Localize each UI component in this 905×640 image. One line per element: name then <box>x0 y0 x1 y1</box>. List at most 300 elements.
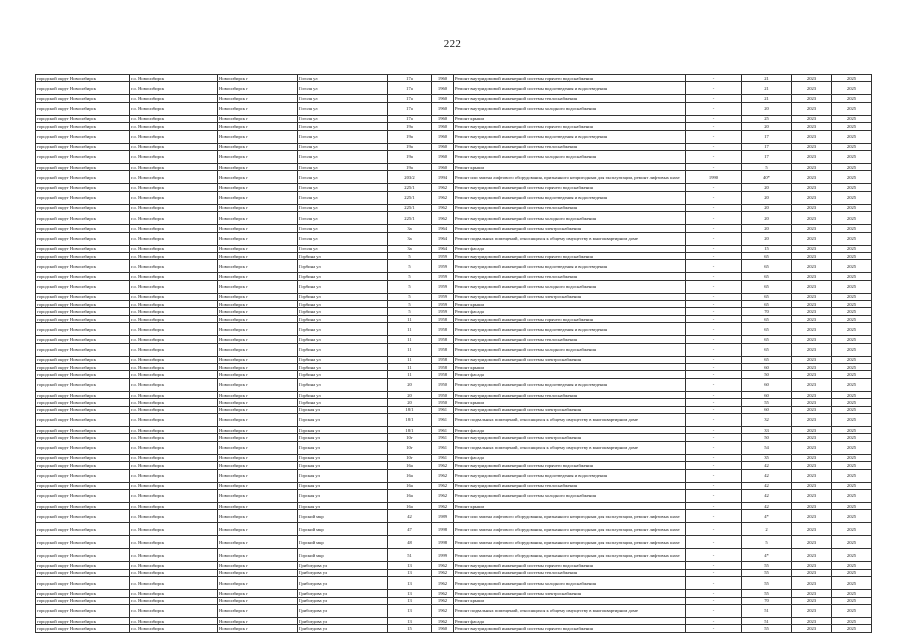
term-cell: 50 <box>742 371 792 378</box>
table-row <box>36 225 872 232</box>
municipality-cell: городской округ Новосибирск <box>36 308 130 315</box>
city-cell: Новосибирск г <box>218 115 298 122</box>
house-number-cell: 11 <box>388 323 432 336</box>
end-year-cell: 2025 <box>832 280 872 293</box>
work-type-cell: Ремонт внутридомовой инженерной системы горячего водоснабжения <box>454 123 686 130</box>
table-row <box>36 323 872 336</box>
elevator-year-cell: - <box>686 604 742 617</box>
district-cell: г.о. Новосибирск <box>130 569 218 576</box>
street-cell: Горбина ул <box>298 252 388 259</box>
elevator-year-cell: - <box>686 301 742 308</box>
year-built-cell: 1958 <box>432 371 454 378</box>
repair-schedule-table <box>35 74 872 633</box>
year-built-cell: 1958 <box>432 315 454 322</box>
term-cell: 5 <box>742 536 792 549</box>
start-year-cell: 2023 <box>792 426 832 433</box>
start-year-cell: 2023 <box>792 204 832 211</box>
table-row <box>36 163 872 170</box>
term-cell: 42 <box>742 469 792 482</box>
elevator-year-cell: - <box>686 577 742 590</box>
elevator-year-cell: - <box>686 315 742 322</box>
year-built-cell: 1962 <box>432 489 454 502</box>
end-year-cell: 2025 <box>832 536 872 549</box>
street-cell: Горская ул <box>298 482 388 489</box>
work-type-cell: Ремонт внутридомовой инженерной системы водоотведения и водоотведения <box>454 191 686 204</box>
elevator-year-cell: - <box>686 413 742 426</box>
district-cell: г.о. Новосибирск <box>130 364 218 371</box>
municipality-cell: городской округ Новосибирск <box>36 293 130 300</box>
term-cell: 55 <box>742 590 792 597</box>
term-cell: 2 <box>742 523 792 536</box>
start-year-cell: 2023 <box>792 191 832 204</box>
end-year-cell: 2025 <box>832 549 872 562</box>
table-row <box>36 590 872 597</box>
elevator-year-cell: - <box>686 597 742 604</box>
municipality-cell: городской округ Новосибирск <box>36 399 130 406</box>
work-type-cell: Ремонт внутридомовой инженерной системы теплоснабжения <box>454 391 686 398</box>
house-number-cell: 11 <box>388 364 432 371</box>
term-cell: 70 <box>742 308 792 315</box>
district-cell: г.о. Новосибирск <box>130 604 218 617</box>
end-year-cell: 2025 <box>832 225 872 232</box>
end-year-cell: 2025 <box>832 391 872 398</box>
elevator-year-cell: - <box>686 75 742 82</box>
district-cell: г.о. Новосибирск <box>130 413 218 426</box>
house-number-cell: 20 <box>388 391 432 398</box>
street-cell: Горбина ул <box>298 371 388 378</box>
city-cell: Новосибирск г <box>218 536 298 549</box>
end-year-cell: 2025 <box>832 562 872 569</box>
year-built-cell: 1962 <box>432 184 454 191</box>
house-number-cell: 3а <box>388 232 432 245</box>
house-number-cell: 16а <box>388 462 432 469</box>
term-cell: 20 <box>742 184 792 191</box>
start-year-cell: 2023 <box>792 232 832 245</box>
district-cell: г.о. Новосибирск <box>130 301 218 308</box>
street-cell: Гоголя ул <box>298 245 388 252</box>
house-number-cell: 11 <box>388 356 432 363</box>
year-built-cell: 1959 <box>432 280 454 293</box>
table-row <box>36 625 872 632</box>
year-built-cell: 1958 <box>432 343 454 356</box>
work-type-cell: Ремонт или замена лифтового оборудования, признанного непригодным для эксплуатации, ремонт лифтовых шахт <box>454 510 686 523</box>
end-year-cell: 2025 <box>832 378 872 391</box>
municipality-cell: городской округ Новосибирск <box>36 225 130 232</box>
start-year-cell: 2023 <box>792 102 832 115</box>
table-row <box>36 115 872 122</box>
work-type-cell: Ремонт внутридомовой инженерной системы теплоснабжения <box>454 204 686 211</box>
table-row <box>36 184 872 191</box>
house-number-cell: 13 <box>388 617 432 624</box>
work-type-cell: Ремонт внутридомовой инженерной системы теплоснабжения <box>454 336 686 343</box>
table-row <box>36 391 872 398</box>
elevator-year-cell: - <box>686 406 742 413</box>
start-year-cell: 2023 <box>792 273 832 280</box>
city-cell: Новосибирск г <box>218 378 298 391</box>
house-number-cell: 3а <box>388 225 432 232</box>
end-year-cell: 2025 <box>832 569 872 576</box>
city-cell: Новосибирск г <box>218 75 298 82</box>
house-number-cell: 11 <box>388 315 432 322</box>
elevator-year-cell: - <box>686 82 742 95</box>
term-cell: 4* <box>742 549 792 562</box>
municipality-cell: городской округ Новосибирск <box>36 232 130 245</box>
start-year-cell: 2023 <box>792 343 832 356</box>
table-row <box>36 434 872 441</box>
district-cell: г.о. Новосибирск <box>130 454 218 461</box>
table-row <box>36 102 872 115</box>
start-year-cell: 2023 <box>792 323 832 336</box>
street-cell: Горская ул <box>298 434 388 441</box>
municipality-cell: городской округ Новосибирск <box>36 510 130 523</box>
work-type-cell: Ремонт подвальных помещений, относящихся к общему имуществу в многоквартирном доме <box>454 441 686 454</box>
start-year-cell: 2023 <box>792 569 832 576</box>
street-cell: Горбина ул <box>298 323 388 336</box>
house-number-cell: 5 <box>388 293 432 300</box>
street-cell: Горская ул <box>298 454 388 461</box>
end-year-cell: 2025 <box>832 301 872 308</box>
table-row <box>36 143 872 150</box>
city-cell: Новосибирск г <box>218 150 298 163</box>
street-cell: Грибоедова ул <box>298 590 388 597</box>
term-cell: 55 <box>742 562 792 569</box>
term-cell: 55 <box>742 399 792 406</box>
end-year-cell: 2025 <box>832 204 872 211</box>
elevator-year-cell: - <box>686 123 742 130</box>
work-type-cell: Ремонт или замена лифтового оборудования, признанного непригодным для эксплуатации, ремонт лифтовых шахт <box>454 549 686 562</box>
table-row <box>36 260 872 273</box>
street-cell: Горская ул <box>298 406 388 413</box>
table-row <box>36 378 872 391</box>
work-type-cell: Ремонт фасада <box>454 617 686 624</box>
year-built-cell: 1962 <box>432 482 454 489</box>
city-cell: Новосибирск г <box>218 293 298 300</box>
term-cell: 21 <box>742 82 792 95</box>
start-year-cell: 2023 <box>792 364 832 371</box>
start-year-cell: 2023 <box>792 523 832 536</box>
term-cell: 20 <box>742 204 792 211</box>
end-year-cell: 2025 <box>832 617 872 624</box>
year-built-cell: 1960 <box>432 115 454 122</box>
term-cell: 35 <box>742 454 792 461</box>
work-type-cell: Ремонт фасада <box>454 308 686 315</box>
end-year-cell: 2025 <box>832 462 872 469</box>
year-built-cell: 1960 <box>432 625 454 632</box>
start-year-cell: 2023 <box>792 301 832 308</box>
city-cell: Новосибирск г <box>218 343 298 356</box>
table-row <box>36 130 872 143</box>
end-year-cell: 2025 <box>832 371 872 378</box>
house-number-cell: 11 <box>388 336 432 343</box>
house-number-cell: 10г <box>388 454 432 461</box>
start-year-cell: 2023 <box>792 482 832 489</box>
work-type-cell: Ремонт внутридомовой инженерной системы теплоснабжения <box>454 569 686 576</box>
elevator-year-cell: - <box>686 143 742 150</box>
table-row <box>36 204 872 211</box>
house-number-cell: 15 <box>388 625 432 632</box>
house-number-cell: 47 <box>388 523 432 536</box>
district-cell: г.о. Новосибирск <box>130 523 218 536</box>
municipality-cell: городской округ Новосибирск <box>36 406 130 413</box>
district-cell: г.о. Новосибирск <box>130 549 218 562</box>
term-cell: 15 <box>742 245 792 252</box>
year-built-cell: 1999 <box>432 549 454 562</box>
table-row <box>36 462 872 469</box>
municipality-cell: городской округ Новосибирск <box>36 604 130 617</box>
city-cell: Новосибирск г <box>218 163 298 170</box>
year-built-cell: 1998 <box>432 523 454 536</box>
street-cell: Горский мкр <box>298 523 388 536</box>
year-built-cell: 1958 <box>432 364 454 371</box>
work-type-cell: Ремонт внутридомовой инженерной системы электроснабжения <box>454 293 686 300</box>
city-cell: Новосибирск г <box>218 225 298 232</box>
district-cell: г.о. Новосибирск <box>130 280 218 293</box>
start-year-cell: 2023 <box>792 115 832 122</box>
table-row <box>36 212 872 225</box>
elevator-year-cell: - <box>686 184 742 191</box>
street-cell: Горская ул <box>298 462 388 469</box>
municipality-cell: городской округ Новосибирск <box>36 184 130 191</box>
year-built-cell: 1962 <box>432 617 454 624</box>
street-cell: Гоголя ул <box>298 191 388 204</box>
work-type-cell: Ремонт внутридомовой инженерной системы электроснабжения <box>454 225 686 232</box>
district-cell: г.о. Новосибирск <box>130 406 218 413</box>
term-cell: 65 <box>742 293 792 300</box>
district-cell: г.о. Новосибирск <box>130 143 218 150</box>
term-cell: 54 <box>742 441 792 454</box>
municipality-cell: городской округ Новосибирск <box>36 562 130 569</box>
end-year-cell: 2025 <box>832 184 872 191</box>
municipality-cell: городской округ Новосибирск <box>36 323 130 336</box>
district-cell: г.о. Новосибирск <box>130 489 218 502</box>
house-number-cell: 17а <box>388 75 432 82</box>
end-year-cell: 2025 <box>832 102 872 115</box>
year-built-cell: 1998 <box>432 536 454 549</box>
district-cell: г.о. Новосибирск <box>130 225 218 232</box>
term-cell: 25 <box>742 115 792 122</box>
work-type-cell: Ремонт внутридомовой инженерной системы теплоснабжения <box>454 143 686 150</box>
term-cell: 42 <box>742 502 792 509</box>
start-year-cell: 2023 <box>792 489 832 502</box>
district-cell: г.о. Новосибирск <box>130 371 218 378</box>
city-cell: Новосибирск г <box>218 617 298 624</box>
end-year-cell: 2025 <box>832 82 872 95</box>
district-cell: г.о. Новосибирск <box>130 184 218 191</box>
district-cell: г.о. Новосибирск <box>130 308 218 315</box>
district-cell: г.о. Новосибирск <box>130 252 218 259</box>
end-year-cell: 2025 <box>832 212 872 225</box>
end-year-cell: 2025 <box>832 356 872 363</box>
municipality-cell: городской округ Новосибирск <box>36 280 130 293</box>
street-cell: Гоголя ул <box>298 102 388 115</box>
table-row <box>36 510 872 523</box>
city-cell: Новосибирск г <box>218 323 298 336</box>
elevator-year-cell: - <box>686 336 742 343</box>
municipality-cell: городской округ Новосибирск <box>36 163 130 170</box>
district-cell: г.о. Новосибирск <box>130 130 218 143</box>
house-number-cell: 13 <box>388 562 432 569</box>
city-cell: Новосибирск г <box>218 569 298 576</box>
table-row <box>36 343 872 356</box>
street-cell: Гоголя ул <box>298 123 388 130</box>
house-number-cell: 16а <box>388 502 432 509</box>
street-cell: Горбина ул <box>298 315 388 322</box>
start-year-cell: 2023 <box>792 502 832 509</box>
year-built-cell: 1962 <box>432 212 454 225</box>
end-year-cell: 2025 <box>832 489 872 502</box>
work-type-cell: Ремонт крыши <box>454 364 686 371</box>
street-cell: Грибоедова ул <box>298 577 388 590</box>
district-cell: г.о. Новосибирск <box>130 82 218 95</box>
start-year-cell: 2023 <box>792 604 832 617</box>
city-cell: Новосибирск г <box>218 549 298 562</box>
municipality-cell: городской округ Новосибирск <box>36 590 130 597</box>
year-built-cell: 1962 <box>432 191 454 204</box>
year-built-cell: 1961 <box>432 406 454 413</box>
municipality-cell: городской округ Новосибирск <box>36 364 130 371</box>
elevator-year-cell: - <box>686 232 742 245</box>
municipality-cell: городской округ Новосибирск <box>36 301 130 308</box>
end-year-cell: 2025 <box>832 625 872 632</box>
city-cell: Новосибирск г <box>218 171 298 184</box>
table-row <box>36 150 872 163</box>
term-cell: 65 <box>742 336 792 343</box>
end-year-cell: 2025 <box>832 232 872 245</box>
street-cell: Горбина ул <box>298 336 388 343</box>
term-cell: 42 <box>742 462 792 469</box>
elevator-year-cell: - <box>686 212 742 225</box>
table-row <box>36 489 872 502</box>
city-cell: Новосибирск г <box>218 102 298 115</box>
municipality-cell: городской округ Новосибирск <box>36 454 130 461</box>
city-cell: Новосибирск г <box>218 252 298 259</box>
street-cell: Горбина ул <box>298 280 388 293</box>
district-cell: г.о. Новосибирск <box>130 123 218 130</box>
street-cell: Грибоедова ул <box>298 617 388 624</box>
term-cell: 42 <box>742 489 792 502</box>
end-year-cell: 2025 <box>832 191 872 204</box>
end-year-cell: 2025 <box>832 426 872 433</box>
house-number-cell: 51 <box>388 549 432 562</box>
work-type-cell: Ремонт или замена лифтового оборудования, признанного непригодным для эксплуатации, ремонт лифтовых шахт <box>454 523 686 536</box>
start-year-cell: 2023 <box>792 625 832 632</box>
city-cell: Новосибирск г <box>218 273 298 280</box>
end-year-cell: 2025 <box>832 454 872 461</box>
elevator-year-cell: - <box>686 399 742 406</box>
work-type-cell: Ремонт или замена лифтового оборудования, признанного непригодным для эксплуатации, ремонт лифтовых шахт <box>454 536 686 549</box>
house-number-cell: 48 <box>388 536 432 549</box>
elevator-year-cell: - <box>686 569 742 576</box>
elevator-year-cell: - <box>686 102 742 115</box>
year-built-cell: 1961 <box>432 434 454 441</box>
end-year-cell: 2025 <box>832 115 872 122</box>
year-built-cell: 1958 <box>432 336 454 343</box>
house-number-cell: 18/1 <box>388 426 432 433</box>
municipality-cell: городской округ Новосибирск <box>36 130 130 143</box>
table-row <box>36 604 872 617</box>
table-row <box>36 469 872 482</box>
city-cell: Новосибирск г <box>218 406 298 413</box>
start-year-cell: 2023 <box>792 315 832 322</box>
house-number-cell: 225/1 <box>388 204 432 211</box>
start-year-cell: 2023 <box>792 260 832 273</box>
street-cell: Горбина ул <box>298 343 388 356</box>
start-year-cell: 2023 <box>792 293 832 300</box>
municipality-cell: городской округ Новосибирск <box>36 502 130 509</box>
district-cell: г.о. Новосибирск <box>130 343 218 356</box>
work-type-cell: Ремонт подвальных помещений, относящихся к общему имуществу в многоквартирном доме <box>454 232 686 245</box>
city-cell: Новосибирск г <box>218 212 298 225</box>
table-row <box>36 399 872 406</box>
elevator-year-cell: - <box>686 163 742 170</box>
term-cell: 65 <box>742 252 792 259</box>
district-cell: г.о. Новосибирск <box>130 315 218 322</box>
end-year-cell: 2025 <box>832 260 872 273</box>
elevator-year-cell: - <box>686 391 742 398</box>
work-type-cell: Ремонт внутридомовой инженерной системы горячего водоснабжения <box>454 462 686 469</box>
house-number-cell: 203/2 <box>388 171 432 184</box>
work-type-cell: Ремонт внутридомовой инженерной системы водоотведения и водоотведения <box>454 323 686 336</box>
work-type-cell: Ремонт подвальных помещений, относящихся к общему имуществу в многоквартирном доме <box>454 604 686 617</box>
street-cell: Грибоедова ул <box>298 569 388 576</box>
work-type-cell: Ремонт внутридомовой инженерной системы горячего водоснабжения <box>454 625 686 632</box>
house-number-cell: 19а <box>388 143 432 150</box>
start-year-cell: 2023 <box>792 336 832 343</box>
end-year-cell: 2025 <box>832 171 872 184</box>
street-cell: Горская ул <box>298 489 388 502</box>
elevator-year-cell: - <box>686 426 742 433</box>
start-year-cell: 2023 <box>792 356 832 363</box>
street-cell: Горская ул <box>298 413 388 426</box>
start-year-cell: 2023 <box>792 577 832 590</box>
city-cell: Новосибирск г <box>218 625 298 632</box>
city-cell: Новосибирск г <box>218 469 298 482</box>
street-cell: Гоголя ул <box>298 163 388 170</box>
city-cell: Новосибирск г <box>218 364 298 371</box>
elevator-year-cell: - <box>686 280 742 293</box>
end-year-cell: 2025 <box>832 482 872 489</box>
year-built-cell: 1958 <box>432 323 454 336</box>
term-cell: 20 <box>742 212 792 225</box>
table-row <box>36 577 872 590</box>
start-year-cell: 2023 <box>792 95 832 102</box>
city-cell: Новосибирск г <box>218 454 298 461</box>
year-built-cell: 1960 <box>432 95 454 102</box>
table-row <box>36 315 872 322</box>
elevator-year-cell: - <box>686 625 742 632</box>
city-cell: Новосибирск г <box>218 371 298 378</box>
work-type-cell: Ремонт внутридомовой инженерной системы холодного водоснабжения <box>454 343 686 356</box>
table-row <box>36 356 872 363</box>
district-cell: г.о. Новосибирск <box>130 617 218 624</box>
city-cell: Новосибирск г <box>218 82 298 95</box>
elevator-year-cell: - <box>686 617 742 624</box>
elevator-year-cell: - <box>686 252 742 259</box>
work-type-cell: Ремонт внутридомовой инженерной системы водоотведения и водоотведения <box>454 378 686 391</box>
municipality-cell: городской округ Новосибирск <box>36 273 130 280</box>
start-year-cell: 2023 <box>792 406 832 413</box>
start-year-cell: 2023 <box>792 469 832 482</box>
end-year-cell: 2025 <box>832 150 872 163</box>
end-year-cell: 2025 <box>832 336 872 343</box>
end-year-cell: 2025 <box>832 315 872 322</box>
house-number-cell: 11 <box>388 371 432 378</box>
elevator-year-cell: - <box>686 454 742 461</box>
table-row <box>36 82 872 95</box>
start-year-cell: 2023 <box>792 150 832 163</box>
house-number-cell: 225/1 <box>388 212 432 225</box>
elevator-year-cell: - <box>686 371 742 378</box>
